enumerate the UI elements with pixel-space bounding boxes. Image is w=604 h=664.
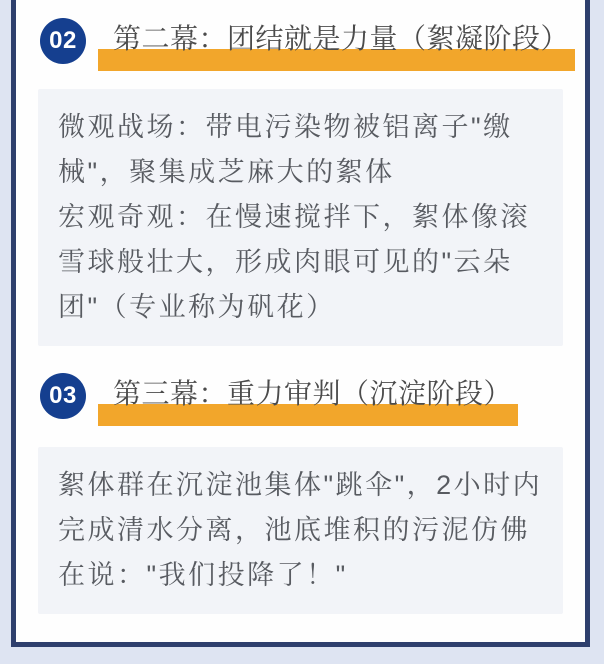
section-number-badge-02: 02 (40, 18, 86, 64)
section-title-03: 第三幕：重力审判（沉淀阶段） (113, 377, 513, 409)
paragraph-micro-battlefield: 微观战场：带电污染物被铝离子"缴械"，聚集成芝麻大的絮体 (58, 112, 513, 187)
paragraph-macro-wonder: 宏观奇观：在慢速搅拌下，絮体像滚雪球般壮大，形成肉眼可见的"云朵团"（专业称为矾花） (58, 202, 530, 322)
section-header-03 (16, 373, 585, 419)
content-card-02 (38, 89, 563, 346)
section-title-02: 第二幕：团结就是力量（絮凝阶段） (113, 22, 570, 54)
section-header-02 (16, 18, 585, 64)
section-number-badge-03: 03 (40, 373, 86, 419)
content-card-03 (38, 447, 563, 614)
content-panel (11, 0, 590, 647)
section-title-wrap-02 (113, 19, 569, 64)
section-title-wrap-03 (113, 374, 512, 419)
paragraph-sedimentation: 絮体群在沉淀池集体"跳伞"，2小时内完成清水分离，池底堆积的污泥仿佛在说："我们投降了！" (58, 470, 543, 590)
